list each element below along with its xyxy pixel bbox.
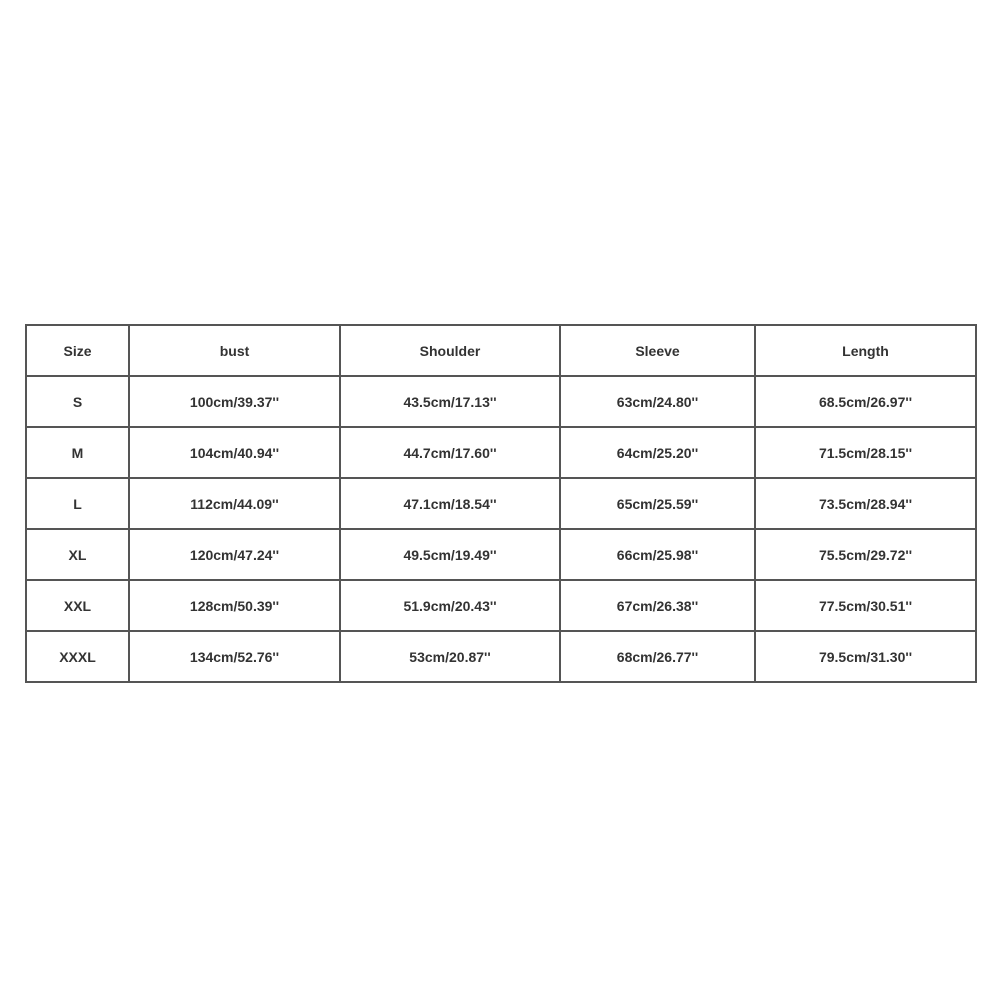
length-cell: 71.5cm/28.15'' xyxy=(755,427,976,478)
size-cell: XXL xyxy=(26,580,129,631)
header-cell-bust: bust xyxy=(129,325,340,376)
shoulder-cell: 47.1cm/18.54'' xyxy=(340,478,560,529)
shoulder-cell: 51.9cm/20.43'' xyxy=(340,580,560,631)
shoulder-cell: 44.7cm/17.60'' xyxy=(340,427,560,478)
length-cell: 77.5cm/30.51'' xyxy=(755,580,976,631)
sleeve-cell: 64cm/25.20'' xyxy=(560,427,755,478)
header-cell-size: Size xyxy=(26,325,129,376)
header-cell-length: Length xyxy=(755,325,976,376)
size-cell: M xyxy=(26,427,129,478)
bust-cell: 128cm/50.39'' xyxy=(129,580,340,631)
table-row xyxy=(26,529,976,580)
sleeve-cell: 67cm/26.38'' xyxy=(560,580,755,631)
bust-cell: 120cm/47.24'' xyxy=(129,529,340,580)
bust-cell: 104cm/40.94'' xyxy=(129,427,340,478)
table-row xyxy=(26,580,976,631)
header-cell-shoulder: Shoulder xyxy=(340,325,560,376)
size-cell: S xyxy=(26,376,129,427)
length-cell: 73.5cm/28.94'' xyxy=(755,478,976,529)
size-cell: XXXL xyxy=(26,631,129,682)
sleeve-cell: 68cm/26.77'' xyxy=(560,631,755,682)
bust-cell: 112cm/44.09'' xyxy=(129,478,340,529)
shoulder-cell: 49.5cm/19.49'' xyxy=(340,529,560,580)
table-row xyxy=(26,478,976,529)
length-cell: 68.5cm/26.97'' xyxy=(755,376,976,427)
shoulder-cell: 43.5cm/17.13'' xyxy=(340,376,560,427)
size-cell: L xyxy=(26,478,129,529)
table-row xyxy=(26,427,976,478)
bust-cell: 134cm/52.76'' xyxy=(129,631,340,682)
table-row xyxy=(26,631,976,682)
header-row xyxy=(26,325,976,376)
size-chart-table xyxy=(25,324,977,683)
sleeve-cell: 66cm/25.98'' xyxy=(560,529,755,580)
shoulder-cell: 53cm/20.87'' xyxy=(340,631,560,682)
length-cell: 79.5cm/31.30'' xyxy=(755,631,976,682)
header-cell-sleeve: Sleeve xyxy=(560,325,755,376)
length-cell: 75.5cm/29.72'' xyxy=(755,529,976,580)
table-row xyxy=(26,376,976,427)
size-cell: XL xyxy=(26,529,129,580)
sleeve-cell: 65cm/25.59'' xyxy=(560,478,755,529)
bust-cell: 100cm/39.37'' xyxy=(129,376,340,427)
sleeve-cell: 63cm/24.80'' xyxy=(560,376,755,427)
